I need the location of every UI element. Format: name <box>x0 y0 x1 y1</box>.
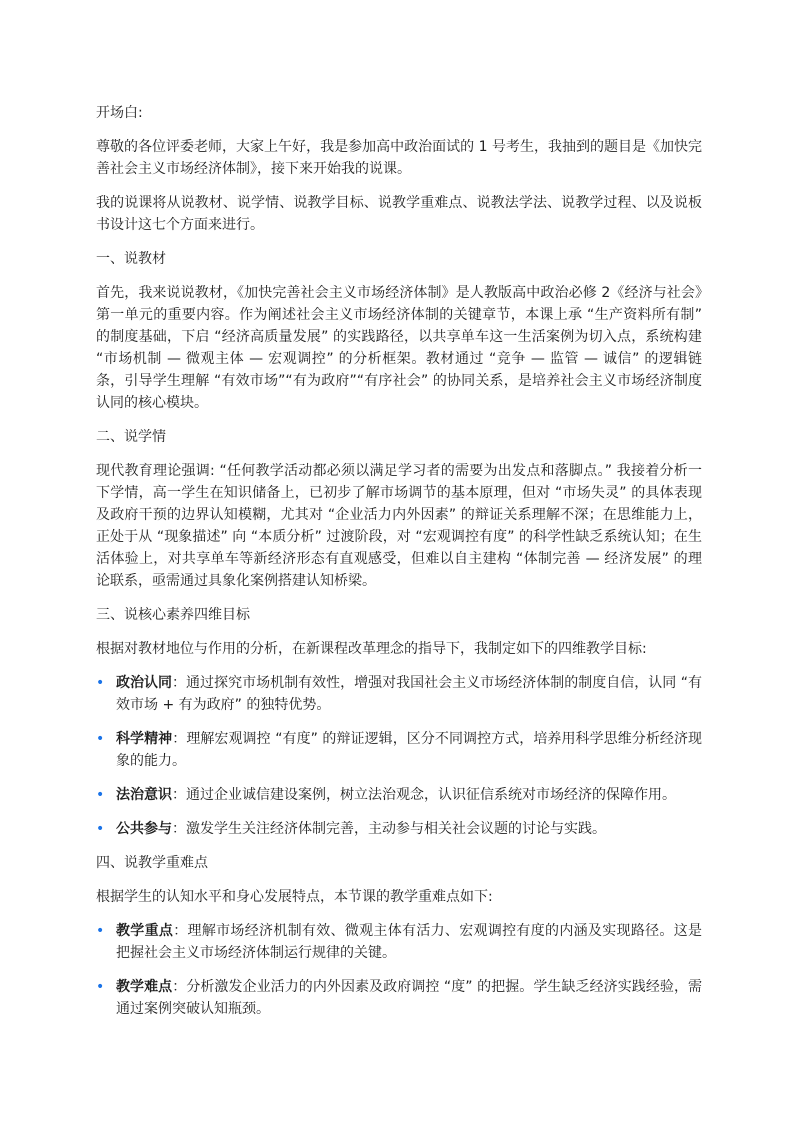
section-text-textbook: 首先，我来说说教材，《加快完善社会主义市场经济体制》是人教版高中政治必修 2《经济与社会》第一单元的重要内容。作为阐述社会主义市场经济体制的关键章节，本课上承 “生产资料所有制” 的制度基础，下启 “经济高质量发展” 的实践路径，以共享单车这一生活案例为切入点，系统构建 “市场机制 — 微观主体 — 宏观调控” 的分析框架。教材通过 “竞争 — 监管 — 诚信” 的逻辑链条，引导学生理解 “有效市场”“有为政府”“有序社会” 的协同关系，是培养社会主义市场经济制度认同的核心模块。 <box>96 285 702 411</box>
list-item-separator: ： <box>172 675 187 691</box>
list-item-term: 政治认同 <box>116 675 173 691</box>
document-page <box>96 102 702 1032</box>
bullet-icon: • <box>96 675 105 691</box>
section-intro-goals: 根据对教材地位与作用的分析，在新课程改革理念的指导下，我制定如下的四维教学目标: <box>96 641 647 657</box>
list-item-term: 科学精神 <box>116 731 173 747</box>
opening-outline: 我的说课将从说教材、说学情、说教学目标、说教学重难点、说教法学法、说教学过程、以及说板书设计这七个方面来进行。 <box>96 195 702 233</box>
list-item <box>96 672 702 716</box>
list-item-separator: ： <box>172 787 186 803</box>
key-points-list <box>96 920 702 1020</box>
list-item-text: 理解宏观调控 “有度” 的辩证逻辑，区分不同调控方式，培养用科学思维分析经济现象的能力。 <box>116 731 703 769</box>
list-item-text: 分析激发企业活力的内外因素及政府调控 “度” 的把握。学生缺乏经济实践经验，需通过案例突破认知瓶颈。 <box>116 979 703 1017</box>
list-item-text: 通过企业诚信建设案例，树立法治观念，认识征信系统对市场经济的保障作用。 <box>186 787 676 803</box>
list-item-separator: ： <box>172 731 187 747</box>
goals-list <box>96 672 702 840</box>
section-text-students: 现代教育理论强调: “任何教学活动都必须以满足学习者的需要为出发点和落脚点。” 我接着分析一下学情，高一学生在知识储备上，已初步了解市场调节的基本原理，但对 “市场失灵” 的具体表现及政府干预的边界认知模糊，尤其对 “企业活力内外因素” 的辩证关系理解不深；在思维能力上，正处于从 “现象描述” 向 “本质分析” 过渡阶段，对 “宏观调控有度” 的科学性缺乏系统认知；在生活体验上，对共享单车等新经济形态有直观感受，但难以自主建构 “体制完善 — 经济发展” 的理论联系，亟需通过具象化案例搭建认知桥梁。 <box>96 463 702 589</box>
list-item <box>96 728 702 772</box>
bullet-icon: • <box>96 787 105 803</box>
list-item <box>96 784 702 806</box>
list-item-separator: ： <box>172 979 187 995</box>
bullet-icon: • <box>96 923 105 939</box>
list-item-text: 理解市场经济机制有效、微观主体有活力、宏观调控有度的内涵及实现路径。这是把握社会主义市场经济体制运行规律的关键。 <box>116 923 703 961</box>
section-intro-key-points: 根据学生的认知水平和身心发展特点，本节课的教学重难点如下: <box>96 889 493 905</box>
opening-greeting: 尊敬的各位评委老师，大家上午好，我是参加高中政治面试的 1 号考生，我抽到的题目是《加快完善社会主义市场经济体制》，接下来开始我的说课。 <box>96 139 702 177</box>
opening-title: 开场白: <box>96 105 143 121</box>
list-item <box>96 920 702 964</box>
list-item-text: 通过探究市场机制有效性，增强对我国社会主义市场经济体制的制度自信，认同 “有效市场 + 有为政府” 的独特优势。 <box>116 675 703 713</box>
bullet-icon: • <box>96 821 105 837</box>
list-item-text: 激发学生关注经济体制完善，主动参与相关社会议题的讨论与实践。 <box>186 821 606 837</box>
section-heading-textbook: 一、说教材 <box>96 251 166 267</box>
list-item-term: 法治意识 <box>116 787 172 803</box>
bullet-icon: • <box>96 979 105 995</box>
list-item-separator: ： <box>172 821 186 837</box>
list-item-term: 教学重点 <box>116 923 174 939</box>
bullet-icon: • <box>96 731 105 747</box>
list-item-term: 公共参与 <box>116 821 172 837</box>
section-heading-students: 二、说学情 <box>96 429 166 445</box>
list-item-separator: ： <box>173 923 188 939</box>
list-item-term: 教学难点 <box>116 979 173 995</box>
section-heading-goals: 三、说核心素养四维目标 <box>96 607 250 623</box>
section-heading-key-points: 四、说教学重难点 <box>96 855 208 871</box>
list-item <box>96 818 702 840</box>
list-item <box>96 976 702 1020</box>
